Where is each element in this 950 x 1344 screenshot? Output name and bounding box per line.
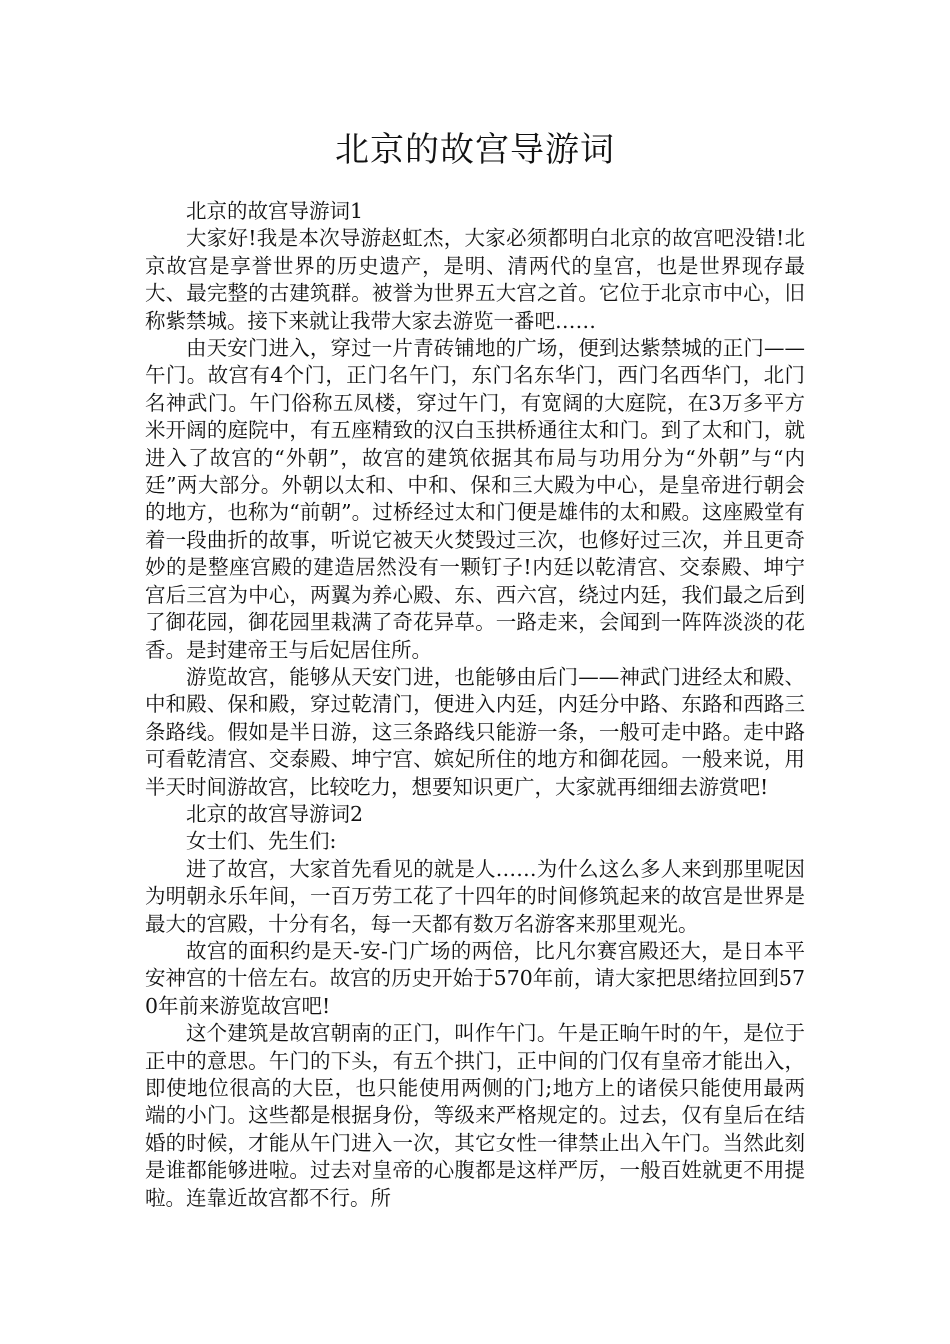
document-body: [145, 198, 805, 1212]
section-heading-2: 北京的故宫导游词2: [186, 801, 364, 826]
paragraph-area: 故宫的面积约是天-安-门广场的两倍，比凡尔赛宫殿还大，是日本平安神宫的十倍左右。故宫的历史开始于570年前，请大家把思绪拉回到570年前来游览故宫吧!: [145, 938, 805, 1018]
section-heading-1: 北京的故宫导游词1: [186, 199, 364, 223]
paragraph-route: 由天安门进入，穿过一片青砖铺地的广场，便到达紫禁城的正门——午门。故宫有4个门，正门名午门，东门名东华门，西门名西华门，北门名神武门。午门俗称五凤楼，穿过午门，有宽阔的大庭院，在3万多平方米开阔的庭院中，有五座精致的汉白玉拱桥通往太和门。到了太和门，就进入了故宫的“外朝”，故宫的建筑依据其布局与功用分为“外朝”与“内廷”两大部分。外朝以太和、中和、保和三大殿为中心，是皇帝进行朝会的地方，也称为“前朝”。过桥经过太和门便是雄伟的太和殿。这座殿堂有着一段曲折的故事，听说它被天火焚毁过三次，也修好过三次，并且更奇妙的是整座宫殿的建造居然没有一颗钉子!内廷以乾清宫、交泰殿、坤宁宫后三宫为中心，两翼为养心殿、东、西六宫，绕过内廷，我们最之后到了御花园，御花园里栽满了奇花异草。一路走来，会闻到一阵阵淡淡的花香。是封建帝王与后妃居住所。: [145, 336, 805, 662]
paragraph-meridian-gate: 这个建筑是故宫朝南的正门，叫作午门。午是正晌午时的午，是位于正中的意思。午门的下头，有五个拱门，正中间的门仅有皇帝才能出入，即使地位很高的大臣，也只能使用两侧的门;地方上的诸侯只能使用最两端的小门。这些都是根据身份，等级来严格规定的。过去，仅有皇后在结婚的时候，才能从午门进入一次，其它女性一律禁止出入午门。当然此刻是谁都能够进啦。过去对皇帝的心腹都是这样严厉，一般百姓就更不用提啦。连靠近故宫都不行。所: [145, 1021, 805, 1210]
paragraph-tour-tips: 游览故宫，能够从天安门进，也能够由后门——神武门进经太和殿、中和殿、保和殿，穿过乾清门，便进入内廷，内廷分中路、东路和西路三条路线。假如是半日游，这三条路线只能游一条，一般可走中路。走中路可看乾清宫、交泰殿、坤宁宫、嫔妃所住的地方和御花园。一般来说，用半天时间游故宫，比较吃力，想要知识更广，大家就再细细去游赏吧!: [145, 664, 805, 799]
document-title: 北京的故宫导游词: [335, 130, 615, 170]
paragraph-greeting: 女士们、先生们:: [186, 829, 337, 854]
paragraph-crowds: 进了故宫，大家首先看见的就是人……为什么这么多人来到那里呢因为明朝永乐年间，一百万劳工花了十四年的时间修筑起来的故宫是世界是最大的宫殿，十分有名，每一天都有数万名游客来那里观光。: [145, 856, 805, 936]
paragraph-intro: 大家好!我是本次导游赵虹杰，大家必须都明白北京的故宫吧没错!北京故宫是享誉世界的历史遗产，是明、清两代的皇宫，也是世界现存最大、最完整的古建筑群。被誉为世界五大宫之首。它位于北京市中心，旧称紫禁城。接下来就让我带大家去游览一番吧……: [145, 226, 805, 333]
